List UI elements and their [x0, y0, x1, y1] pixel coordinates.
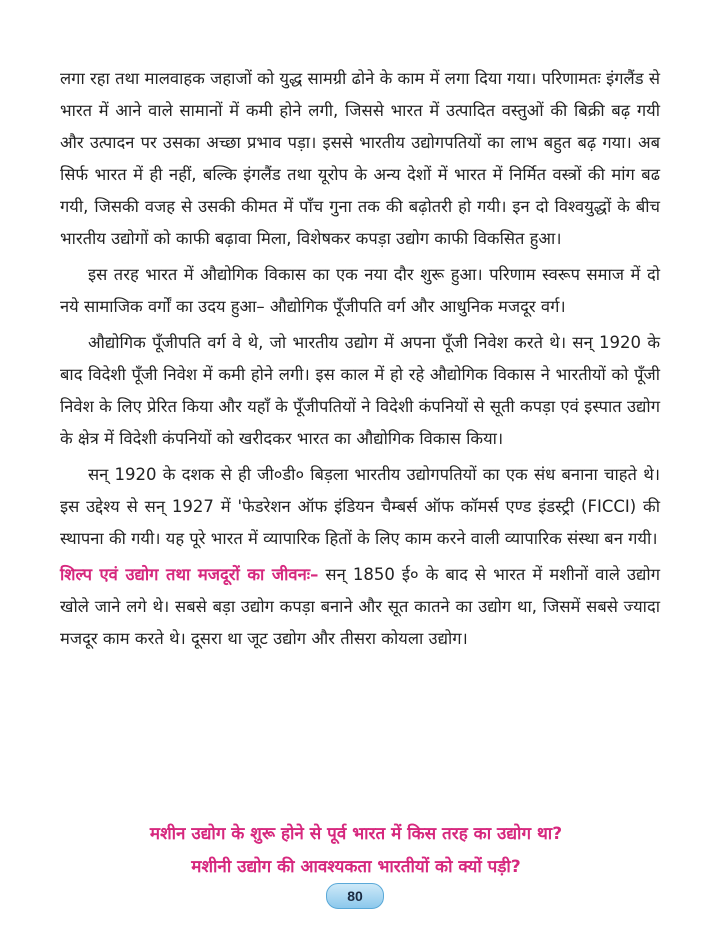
paragraph: औद्योगिक पूँजीपति वर्ग वे थे, जो भारतीय उद्योग में अपना पूँजी निवेश करते थे। सन् 1920 के बाद विदेशी पूँजी निवेश में कमी होने लगी। इस काल में हो रहे औद्योगिक विकास ने भारतीयों को पूँजी निवेश के लिए प्रेरित किया और यहाँ के पूँजीपतियों ने विदेशी कंपनियों से सूती कपड़ा एवं इस्पात उद्योग के क्षेत्र में विदेशी कंपनियों को खरीदकर भारत का औद्योगिक विकास किया।: [60, 333, 660, 448]
question: मशीनी उद्योग की आवश्यकता भारतीयों को क्यों पड़ी?: [191, 857, 521, 877]
section-text: सन् 1850 ई० के बाद से भारत में मशीनों वाले उद्योग खोले जाने लगे थे। सबसे बड़ा उद्योग कपड़ा बनाने और सूत कातने का उद्योग था, जिसमें सबसे ज्यादा मजदूर काम करते थे। दूसरा था जूट उद्योग और तीसरा कोयला उद्योग।: [60, 565, 661, 648]
page-number-badge: [326, 883, 384, 909]
page-number: 80: [347, 888, 363, 904]
question: मशीन उद्योग के शुरू होने से पूर्व भारत में किस तरह का उद्योग था?: [149, 824, 563, 844]
paragraph: लगा रहा तथा मालवाहक जहाजों को युद्ध सामग्री ढोने के काम में लगा दिया गया। परिणामतः इंगलैंड से भारत में आने वाले सामानों में कमी होने लगी, जिससे भारत में उत्पादित वस्तुओं की बिक्री बढ़ गयी और उत्पादन पर उसका अच्छा प्रभाव पड़ा। इससे भारतीय उद्योगपतियों का लाभ बहुत बढ़ गया। अब सिर्फ भारत में ही नहीं, बल्कि इंगलैंड तथा यूरोप के अन्य देशों में भारत में निर्मित वस्त्रों की मांग बढ गयी, जिसकी वजह से उसकी कीमत में पाँच गुना तक की बढ़ोतरी हो गयी। इन दो विश्वयुद्धों के बीच भारतीय उद्योगों को काफी बढ़ावा मिला, विशेषकर कपड़ा उद्योग काफी विकसित हुआ।: [60, 69, 660, 248]
paragraph: इस तरह भारत में औद्योगिक विकास का एक नया दौर शुरू हुआ। परिणाम स्वरूप समाज में दो नये सामाजिक वर्गों का उदय हुआ– औद्योगिक पूँजीपति वर्ग और आधुनिक मजदूर वर्ग।: [60, 265, 660, 316]
section-heading: शिल्प एवं उद्योग तथा मजदूरों का जीवनः–: [60, 565, 319, 584]
body-text: [60, 63, 660, 655]
section-paragraph: [60, 559, 660, 655]
review-questions: [40, 818, 672, 884]
paragraph: सन् 1920 के दशक से ही जी०डी० बिड़ला भारतीय उद्योगपतियों का एक संध बनाना चाहते थे। इस उद्देश्य से सन् 1927 में 'फेडरेशन ऑफ इंडियन चैम्बर्स ऑफ कॉमर्स एण्ड इंडस्ट्री (FICCI) की स्थापना की गयी। यह पूरे भारत में व्यापारिक हितों के लिए काम करने वाली व्यापारिक संस्था बन गयी।: [60, 465, 660, 548]
